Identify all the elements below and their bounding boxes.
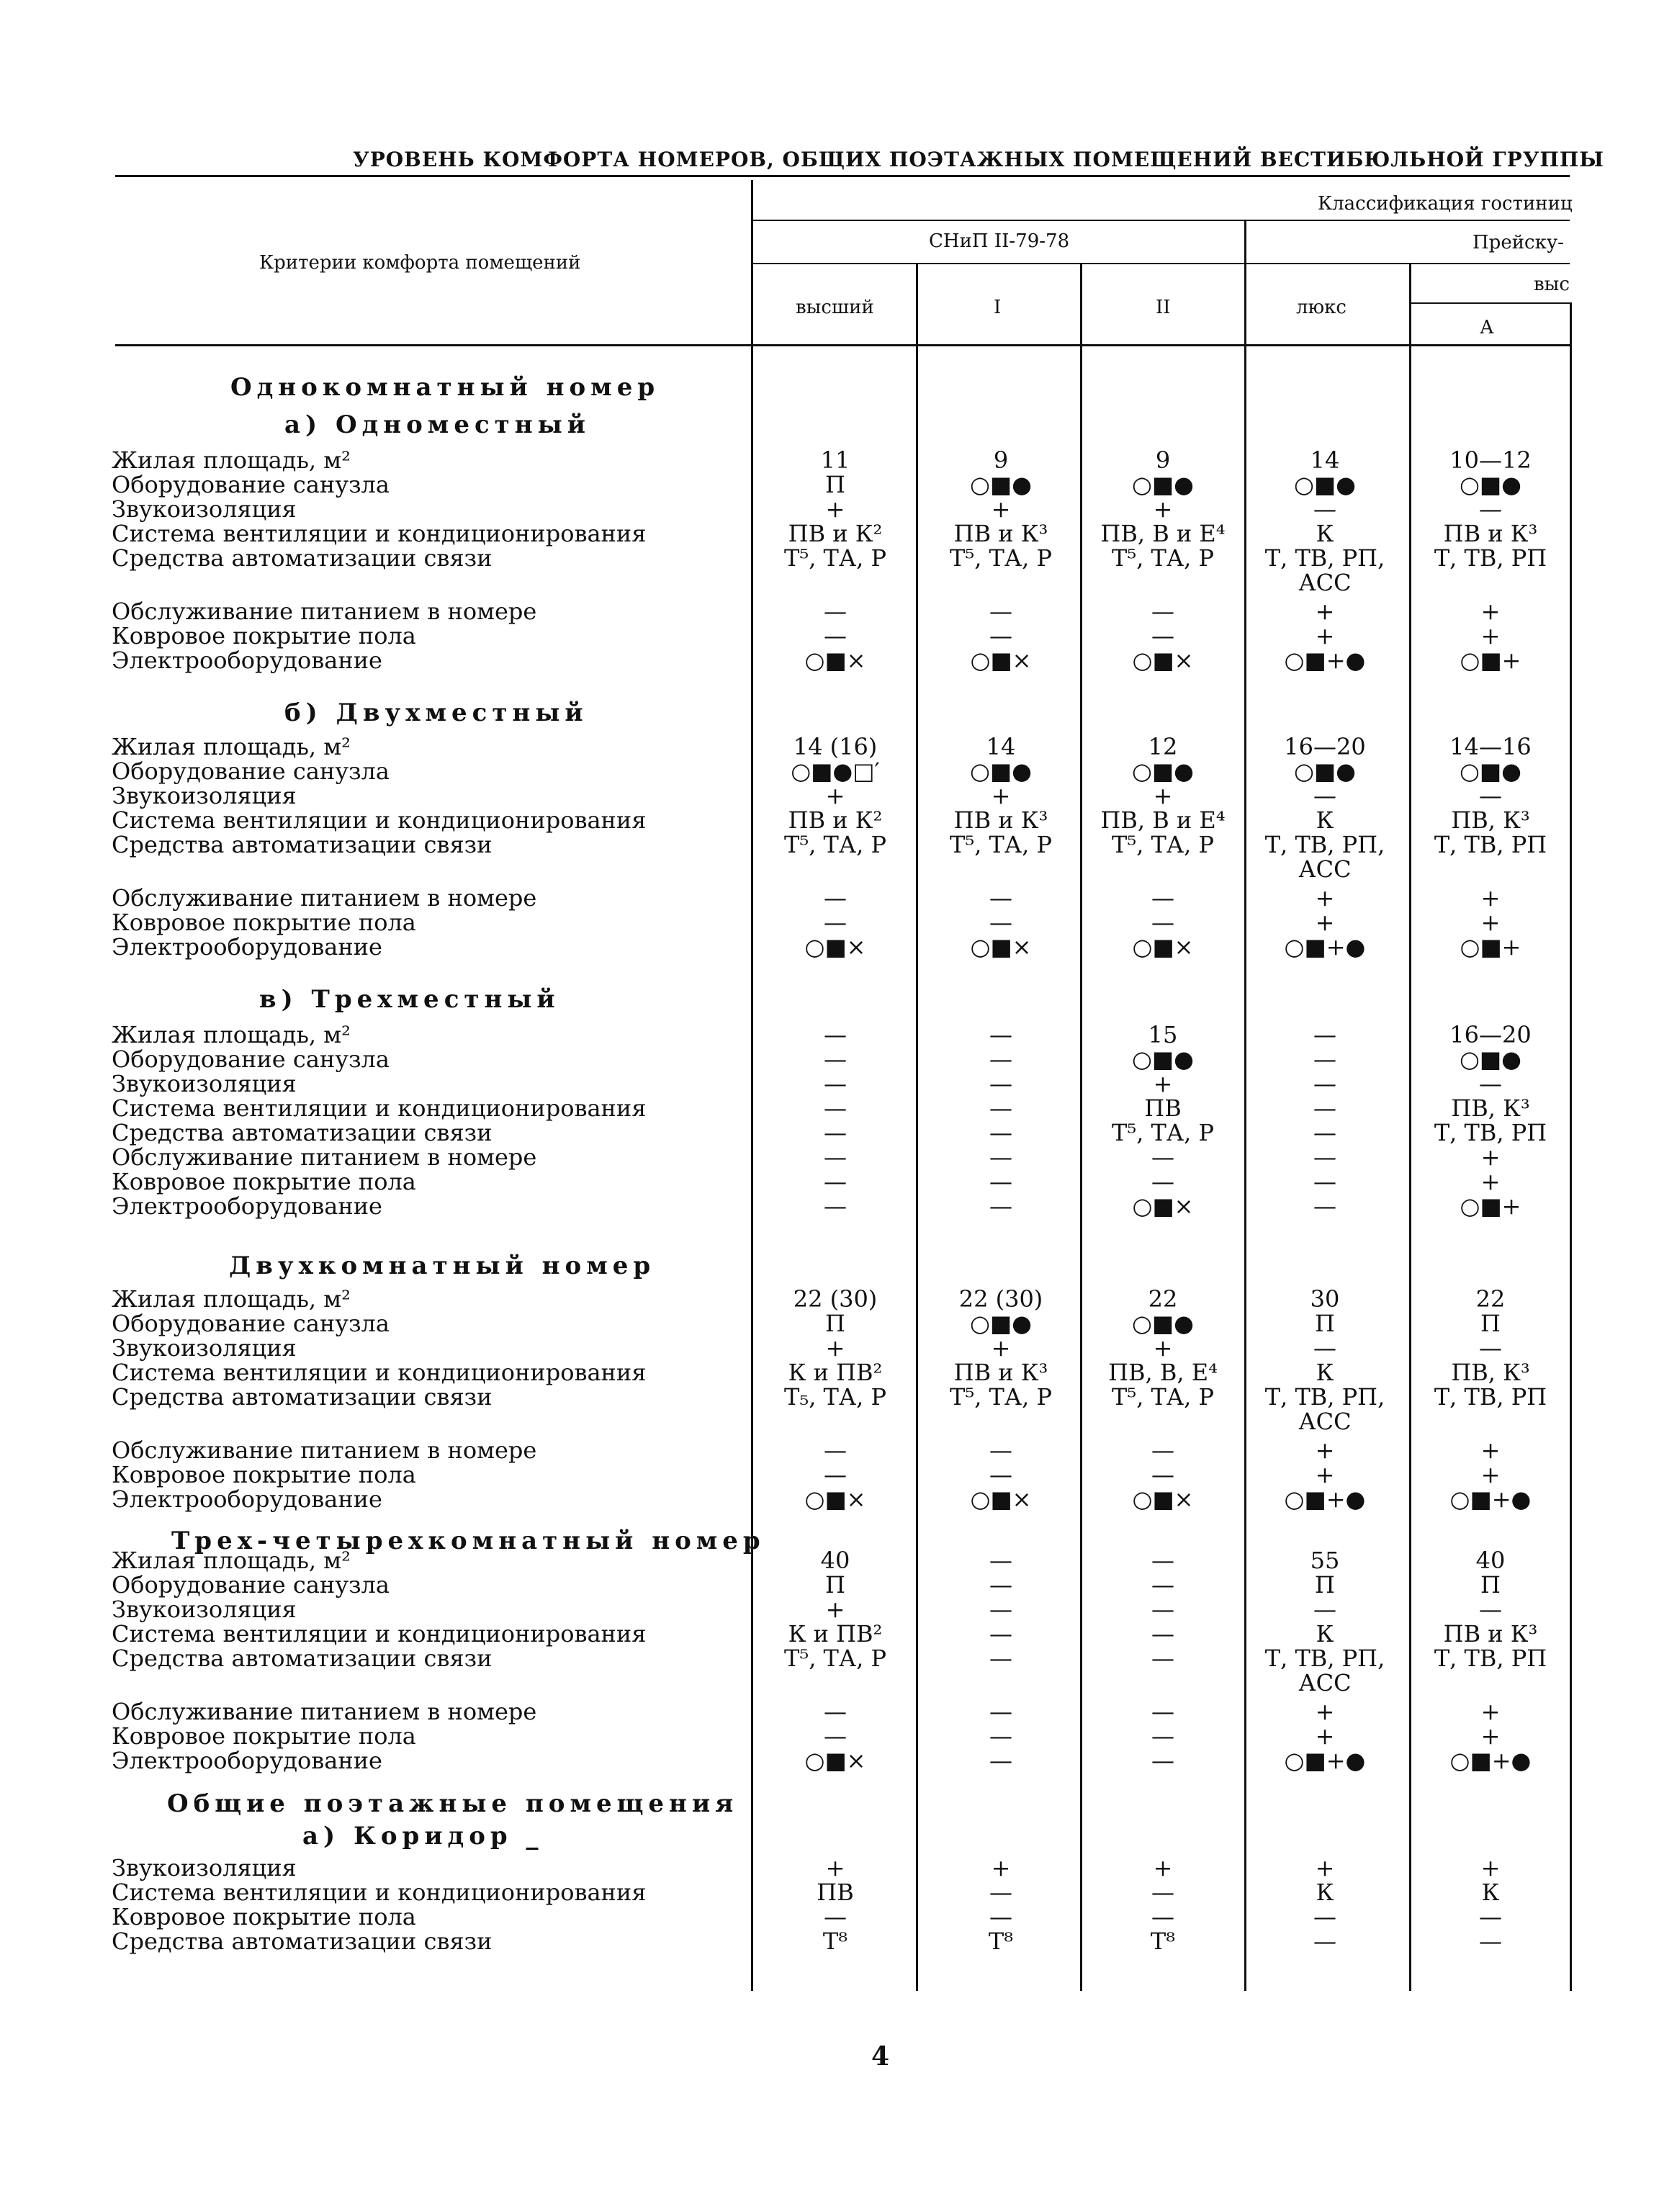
table-cell: —	[1151, 622, 1174, 649]
table-cell: —	[989, 909, 1012, 936]
table-cell: ○■+●	[1284, 1485, 1366, 1513]
table-cell: +	[1315, 1854, 1335, 1881]
table-cell: +	[991, 1334, 1011, 1362]
table-cell: П	[1480, 1571, 1501, 1599]
table-cell: —	[1313, 495, 1336, 523]
section-heading: а) Одноместный	[284, 410, 590, 439]
table-cell: ПВ и К³	[953, 1359, 1048, 1386]
table-cell: +	[1480, 1168, 1501, 1195]
table-cell: —	[824, 1070, 847, 1097]
table-cell: —	[824, 1094, 847, 1122]
table-cell: 40	[820, 1547, 850, 1574]
table-cell: ○■+●	[1284, 933, 1366, 961]
table-cell: ПВ и К²	[788, 806, 883, 834]
table-cell: —	[989, 1571, 1012, 1599]
table-cell: —	[824, 1021, 847, 1048]
table-cell: —	[1313, 1928, 1336, 1955]
table-cell: ○■×	[1132, 1485, 1194, 1513]
table-cell: —	[989, 1903, 1012, 1930]
table-cell: ПВ и К³	[953, 520, 1048, 547]
criterion-label: Звукоизоляция	[112, 1070, 297, 1097]
table-cell: —	[1313, 1903, 1336, 1930]
table-cell: ПВ	[817, 1879, 854, 1906]
table-cell: —	[824, 1722, 847, 1750]
table-cell: Т₅, ТА, Р	[784, 1383, 886, 1411]
table-cell: Т⁸	[822, 1928, 848, 1955]
table-cell: Т⁵, ТА, Р	[1112, 831, 1214, 858]
table-cell: ПВ и К³	[1443, 1620, 1538, 1647]
table-cell: —	[1313, 1119, 1336, 1146]
table-cell: —	[1151, 1722, 1174, 1750]
criterion-label: Система вентиляции и кондиционирования	[112, 1879, 647, 1906]
table-cell: К	[1481, 1879, 1500, 1906]
table-cell: Т, ТВ, РП	[1434, 1645, 1547, 1672]
criterion-label: Система вентиляции и кондиционирования	[112, 520, 647, 547]
table-cell: —	[1151, 1461, 1174, 1488]
table-cell: —	[1313, 1192, 1336, 1220]
table-cell: +	[1315, 622, 1335, 649]
table-cell: 9	[993, 446, 1009, 474]
table-cell: ○■×	[970, 647, 1032, 674]
table-cell: 10—12	[1449, 446, 1532, 474]
criterion-label: Оборудование санузла	[112, 757, 390, 785]
table-cell: —	[989, 1168, 1012, 1195]
table-cell: —	[989, 884, 1012, 912]
criterion-label: Электрооборудование	[112, 647, 382, 674]
header-classification: Классификация гостиниц	[1318, 193, 1573, 215]
section-heading: Общие поэтажные помещения	[167, 1789, 739, 1818]
header-col-2: II	[1156, 297, 1171, 318]
table-cell: 14—16	[1449, 733, 1532, 760]
criterion-label: Обслуживание питанием в номере	[112, 598, 537, 625]
table-cell: Т⁵, ТА, Р	[784, 1645, 886, 1672]
table-cell: +	[991, 495, 1011, 523]
table-cell: —	[824, 1903, 847, 1930]
criterion-label: Оборудование санузла	[112, 1571, 390, 1599]
header-criteria: Критерии комфорта помещений	[259, 252, 581, 274]
table-cell: ○■●	[1459, 757, 1522, 785]
table-cell: Т, ТВ, РП	[1434, 1383, 1547, 1411]
table-cell: Т⁵, ТА, Р	[950, 544, 1052, 572]
header-snip: СНиП II-79-78	[929, 230, 1070, 252]
table-cell: +	[1315, 1461, 1335, 1488]
table-cell: +	[1480, 884, 1501, 912]
table-cell: ○■×	[804, 1747, 866, 1774]
criterion-label: Жилая площадь, м²	[112, 733, 351, 760]
section-heading: Трех-четырехкомнатный номер	[171, 1527, 765, 1555]
table-cell: —	[989, 598, 1012, 625]
table-cell: +	[1315, 909, 1335, 936]
table-cell: —	[1151, 1747, 1174, 1774]
criterion-label: Электрооборудование	[112, 1485, 382, 1513]
table-cell: —	[989, 1143, 1012, 1171]
col-divider-2	[916, 263, 918, 1991]
table-cell: Т, ТВ, РП,	[1264, 831, 1385, 858]
table-cell: К	[1316, 520, 1334, 547]
table-cell: 14 (16)	[793, 733, 878, 760]
table-cell: Т⁵, ТА, Р	[1112, 1383, 1214, 1411]
table-cell: +	[1480, 1854, 1501, 1881]
criterion-label: Звукоизоляция	[112, 782, 297, 809]
header-vys-rule	[1411, 302, 1570, 304]
table-cell: Т, ТВ, РП,	[1264, 544, 1385, 572]
table-cell: —	[1151, 1645, 1174, 1672]
table-cell: ПВ и К³	[953, 806, 1048, 834]
table-cell: —	[824, 1698, 847, 1725]
table-cell: К и ПВ²	[788, 1359, 883, 1386]
table-cell: 22	[1148, 1285, 1178, 1313]
section-heading: а) Коридор _	[302, 1822, 544, 1851]
table-cell: Т, ТВ, РП,	[1264, 1383, 1385, 1411]
table-cell: ○■●	[1459, 471, 1522, 498]
table-cell: Т⁸	[1150, 1928, 1176, 1955]
criterion-label: Ковровое покрытие пола	[112, 1461, 416, 1488]
table-cell: —	[989, 1021, 1012, 1048]
criterion-label: Средства автоматизации связи	[112, 1645, 493, 1672]
criterion-label: Обслуживание питанием в номере	[112, 1143, 537, 1171]
table-cell: —	[989, 622, 1012, 649]
criterion-label: Ковровое покрытие пола	[112, 622, 416, 649]
table-cell: 30	[1310, 1285, 1340, 1313]
table-cell: —	[1151, 1596, 1174, 1623]
table-cell: +	[1153, 495, 1173, 523]
table-cell: ○■×	[1132, 933, 1194, 961]
table-cell: П	[1480, 1310, 1501, 1337]
table-cell: +	[825, 1596, 845, 1623]
table-cell: —	[1151, 1168, 1174, 1195]
table-cell: —	[824, 1119, 847, 1146]
table-cell: ○■×	[970, 1485, 1032, 1513]
header-col-1: I	[994, 297, 1002, 318]
table-cell: 14	[1310, 446, 1340, 474]
table-cell: Т⁸	[988, 1928, 1014, 1955]
table-cell: —	[989, 1596, 1012, 1623]
table-cell: —	[1479, 495, 1502, 523]
table-cell: АСС	[1298, 1669, 1352, 1696]
table-cell: 11	[820, 446, 850, 474]
table-cell: —	[989, 1094, 1012, 1122]
criterion-label: Ковровое покрытие пола	[112, 1722, 416, 1750]
table-cell: ○■+	[1460, 1192, 1521, 1220]
table-cell: —	[824, 598, 847, 625]
section-heading: Однокомнатный номер	[230, 373, 660, 402]
table-cell: ○■×	[804, 1485, 866, 1513]
criterion-label: Оборудование санузла	[112, 471, 390, 498]
table-cell: +	[1315, 1698, 1335, 1725]
table-cell: ○■●	[969, 1310, 1033, 1337]
table-cell: —	[1151, 1547, 1174, 1574]
table-cell: ПВ	[1144, 1094, 1182, 1122]
table-cell: К и ПВ²	[788, 1620, 883, 1647]
table-cell: —	[1151, 909, 1174, 936]
table-cell: Т⁵, ТА, Р	[784, 831, 886, 858]
table-cell: ○■+●	[1449, 1747, 1532, 1774]
table-cell: ПВ, В и Е⁴	[1100, 520, 1226, 547]
table-cell: ○■●	[1293, 471, 1357, 498]
criterion-label: Система вентиляции и кондиционирования	[112, 1620, 647, 1647]
table-cell: +	[1153, 1854, 1173, 1881]
table-cell: ○■●	[969, 471, 1033, 498]
table-cell: —	[989, 1879, 1012, 1906]
table-cell: К	[1316, 1879, 1334, 1906]
criterion-label: Жилая площадь, м²	[112, 446, 351, 474]
table-cell: —	[989, 1645, 1012, 1672]
criterion-label: Ковровое покрытие пола	[112, 909, 416, 936]
table-cell: ○■×	[1132, 647, 1194, 674]
section-heading: Двухкомнатный номер	[229, 1251, 656, 1280]
header-preisk: Прейску-	[1473, 232, 1564, 253]
header-col-highest: высший	[796, 297, 874, 318]
criterion-label: Средства автоматизации связи	[112, 544, 493, 572]
table-cell: —	[824, 1143, 847, 1171]
table-cell: —	[989, 1620, 1012, 1647]
table-cell: —	[1313, 1094, 1336, 1122]
table-cell: ○■●	[1131, 1046, 1195, 1073]
table-cell: +	[1315, 1722, 1335, 1750]
table-cell: —	[1151, 1903, 1174, 1930]
table-top-rule	[115, 175, 1570, 177]
table-cell: Т, ТВ, РП	[1434, 831, 1547, 858]
table-cell: П	[825, 1571, 845, 1599]
table-cell: —	[1313, 1046, 1336, 1073]
criterion-label: Оборудование санузла	[112, 1310, 390, 1337]
table-cell: —	[989, 1547, 1012, 1574]
table-cell: —	[1479, 1596, 1502, 1623]
table-cell: 22 (30)	[793, 1285, 878, 1313]
table-cell: +	[825, 495, 845, 523]
table-cell: 22	[1475, 1285, 1506, 1313]
criterion-label: Звукоизоляция	[112, 495, 297, 523]
table-cell: —	[989, 1192, 1012, 1220]
table-cell: +	[1153, 782, 1173, 809]
table-cell: +	[1315, 1437, 1335, 1464]
table-cell: +	[1480, 1461, 1501, 1488]
table-cell: —	[989, 1461, 1012, 1488]
table-cell: —	[989, 1722, 1012, 1750]
table-cell: —	[989, 1437, 1012, 1464]
header-col-lux: люкс	[1296, 297, 1346, 318]
table-cell: +	[1480, 1143, 1501, 1171]
col-divider-3	[1080, 263, 1082, 1991]
section-heading: в) Трехместный	[259, 985, 560, 1014]
table-cell: +	[1480, 1722, 1501, 1750]
table-cell: —	[824, 884, 847, 912]
table-cell: К	[1316, 806, 1334, 834]
criterion-label: Система вентиляции и кондиционирования	[112, 1359, 647, 1386]
table-cell: —	[1313, 782, 1336, 809]
criterion-label: Средства автоматизации связи	[112, 1119, 493, 1146]
table-cell: 9	[1155, 446, 1171, 474]
table-cell: П	[1315, 1310, 1335, 1337]
table-cell: АСС	[1298, 569, 1352, 596]
table-cell: +	[1480, 622, 1501, 649]
col-divider-1	[751, 180, 753, 1991]
table-cell: ○■●□′	[791, 757, 880, 785]
table-cell: +	[991, 782, 1011, 809]
table-cell: —	[1313, 1596, 1336, 1623]
table-cell: —	[1151, 1571, 1174, 1599]
table-cell: 40	[1475, 1547, 1506, 1574]
header-classification-rule	[752, 220, 1570, 221]
criterion-label: Звукоизоляция	[112, 1596, 297, 1623]
table-cell: —	[1479, 1334, 1502, 1362]
table-cell: Т, ТВ, РП,	[1264, 1645, 1385, 1672]
table-cell: —	[1151, 1879, 1174, 1906]
table-cell: ○■+	[1460, 933, 1521, 961]
table-cell: —	[1151, 598, 1174, 625]
table-cell: —	[1479, 782, 1502, 809]
table-cell: Т⁵, ТА, Р	[950, 1383, 1052, 1411]
criterion-label: Звукоизоляция	[112, 1334, 297, 1362]
table-cell: —	[1151, 1620, 1174, 1647]
table-cell: —	[1313, 1168, 1336, 1195]
table-cell: ○■●	[969, 757, 1033, 785]
table-cell: —	[1151, 1143, 1174, 1171]
table-cell: —	[1151, 1437, 1174, 1464]
col-divider-6	[1570, 302, 1572, 1991]
table-cell: К	[1316, 1359, 1334, 1386]
table-cell: ПВ, К³	[1451, 806, 1530, 834]
criterion-label: Система вентиляции и кондиционирования	[112, 806, 647, 834]
criterion-label: Обслуживание питанием в номере	[112, 884, 537, 912]
table-cell: Т⁵, ТА, Р	[950, 831, 1052, 858]
criterion-label: Система вентиляции и кондиционирования	[112, 1094, 647, 1122]
criterion-label: Электрооборудование	[112, 1192, 382, 1220]
table-cell: +	[1315, 884, 1335, 912]
table-cell: —	[989, 1070, 1012, 1097]
page-title: УРОВЕНЬ КОМФОРТА НОМЕРОВ, ОБЩИХ ПОЭТАЖНЫХ ПОМЕЩЕНИЙ ВЕСТИБЮЛЬНОЙ ГРУППЫ	[353, 148, 1604, 171]
table-cell: Т⁵, ТА, Р	[784, 544, 886, 572]
table-cell: 16—20	[1449, 1021, 1532, 1048]
table-cell: —	[1479, 1903, 1502, 1930]
table-cell: 15	[1148, 1021, 1178, 1048]
table-cell: —	[1479, 1070, 1502, 1097]
criterion-label: Звукоизоляция	[112, 1854, 297, 1881]
criterion-label: Средства автоматизации связи	[112, 831, 493, 858]
criterion-label: Ковровое покрытие пола	[112, 1168, 416, 1195]
table-cell: +	[825, 1334, 845, 1362]
table-cell: ПВ, К³	[1451, 1094, 1530, 1122]
table-cell: 22 (30)	[958, 1285, 1043, 1313]
table-cell: АСС	[1298, 855, 1352, 883]
table-cell: ○■+●	[1284, 1747, 1366, 1774]
table-cell: +	[1153, 1070, 1173, 1097]
table-cell: —	[1151, 884, 1174, 912]
table-cell: —	[824, 1461, 847, 1488]
criterion-label: Жилая площадь, м²	[112, 1021, 351, 1048]
table-cell: П	[825, 471, 845, 498]
table-cell: Т⁵, ТА, Р	[1112, 544, 1214, 572]
table-cell: ○■+●	[1284, 647, 1366, 674]
table-cell: ПВ, В, Е⁴	[1108, 1359, 1218, 1386]
criterion-label: Жилая площадь, м²	[112, 1547, 351, 1574]
table-cell: —	[1313, 1070, 1336, 1097]
table-cell: —	[989, 1747, 1012, 1774]
table-cell: —	[1313, 1021, 1336, 1048]
table-cell: —	[824, 1046, 847, 1073]
table-cell: ПВ, К³	[1451, 1359, 1530, 1386]
table-cell: АСС	[1298, 1408, 1352, 1435]
table-cell: ○■●	[1131, 757, 1195, 785]
table-cell: Т, ТВ, РП	[1434, 544, 1547, 572]
table-cell: +	[1480, 1698, 1501, 1725]
table-cell: —	[824, 909, 847, 936]
table-cell: ПВ, В и Е⁴	[1100, 806, 1226, 834]
table-cell: +	[1153, 1334, 1173, 1362]
table-cell: —	[824, 1437, 847, 1464]
section-heading: б) Двухместный	[284, 698, 588, 727]
table-cell: 55	[1310, 1547, 1340, 1574]
criterion-label: Средства автоматизации связи	[112, 1928, 493, 1955]
table-cell: —	[989, 1119, 1012, 1146]
table-cell: 16—20	[1284, 733, 1366, 760]
criterion-label: Жилая площадь, м²	[112, 1285, 351, 1313]
table-cell: К	[1316, 1620, 1334, 1647]
criterion-label: Электрооборудование	[112, 1747, 382, 1774]
table-cell: —	[1313, 1143, 1336, 1171]
table-cell: 14	[986, 733, 1016, 760]
criterion-label: Оборудование санузла	[112, 1046, 390, 1073]
table-cell: Т, ТВ, РП	[1434, 1119, 1547, 1146]
table-cell: ○■×	[804, 647, 866, 674]
header-bottom-rule	[115, 344, 1570, 346]
table-cell: +	[825, 782, 845, 809]
table-cell: +	[825, 1854, 845, 1881]
table-cell: ○■●	[1131, 471, 1195, 498]
table-cell: —	[824, 1192, 847, 1220]
criterion-label: Обслуживание питанием в номере	[112, 1698, 537, 1725]
table-cell: +	[1480, 598, 1501, 625]
header-col-a: А	[1480, 317, 1494, 338]
criterion-label: Электрооборудование	[112, 933, 382, 961]
table-cell: ПВ и К³	[1443, 520, 1538, 547]
table-cell: ○■●	[1459, 1046, 1522, 1073]
table-cell: —	[824, 622, 847, 649]
table-cell: —	[989, 1046, 1012, 1073]
table-cell: ○■●	[1131, 1310, 1195, 1337]
criterion-label: Ковровое покрытие пола	[112, 1903, 416, 1930]
criterion-label: Средства автоматизации связи	[112, 1383, 493, 1411]
table-cell: ○■+●	[1449, 1485, 1532, 1513]
table-cell: +	[1480, 1437, 1501, 1464]
table-cell: —	[1479, 1928, 1502, 1955]
table-cell: ○■×	[804, 933, 866, 961]
table-cell: +	[1480, 909, 1501, 936]
table-cell: ○■●	[1293, 757, 1357, 785]
table-cell: —	[1313, 1334, 1336, 1362]
table-cell: ○■×	[970, 933, 1032, 961]
table-cell: 12	[1148, 733, 1178, 760]
criterion-label: Обслуживание питанием в номере	[112, 1437, 537, 1464]
page-number: 4	[871, 2041, 890, 2072]
table-cell: —	[824, 1168, 847, 1195]
table-cell: ПВ и К²	[788, 520, 883, 547]
table-cell: Т⁵, ТА, Р	[1112, 1119, 1214, 1146]
table-cell: +	[991, 1854, 1011, 1881]
table-cell: —	[989, 1698, 1012, 1725]
table-cell: —	[1151, 1698, 1174, 1725]
header-sub-rule	[752, 263, 1570, 264]
table-cell: +	[1315, 598, 1335, 625]
header-vys: выс	[1534, 274, 1570, 295]
table-cell: П	[1315, 1571, 1335, 1599]
table-cell: ○■×	[1132, 1192, 1194, 1220]
table-cell: ○■+	[1460, 647, 1521, 674]
table-cell: П	[825, 1310, 845, 1337]
